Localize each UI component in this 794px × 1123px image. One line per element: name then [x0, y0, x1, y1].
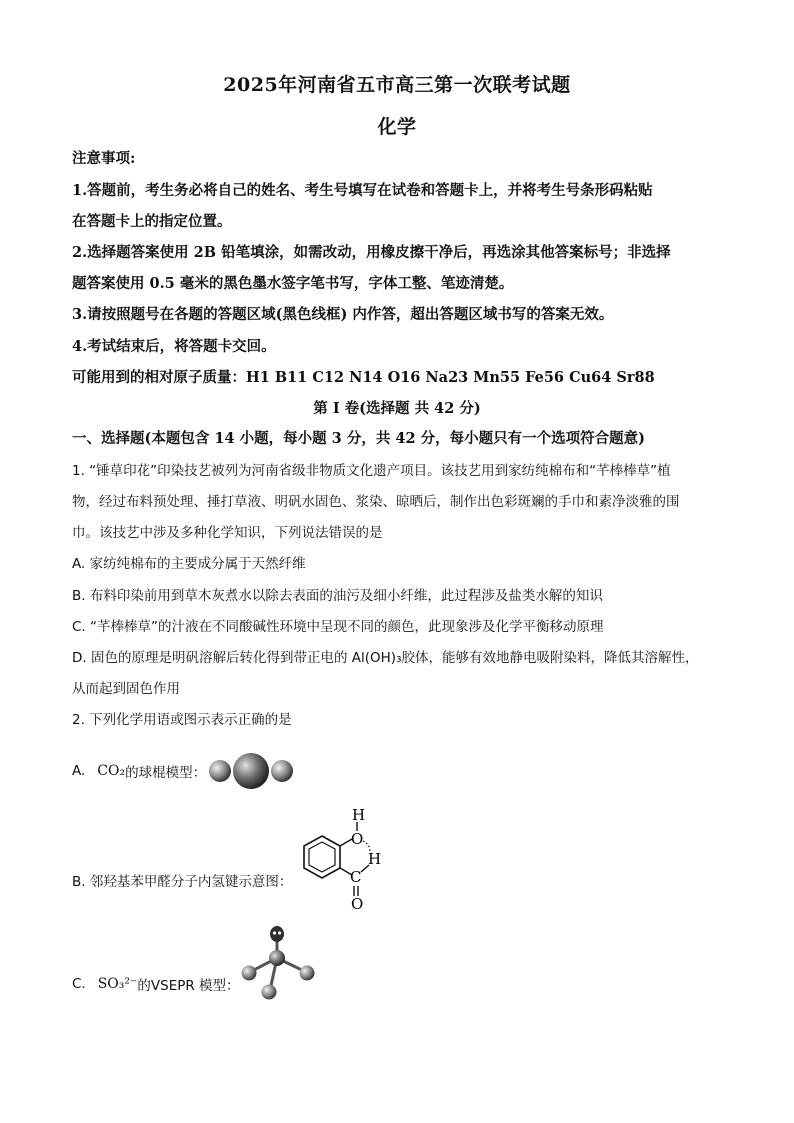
notice-line-6: 4.考试结束后，将答题卡交回。 [72, 338, 276, 355]
lone-pair-dot-left [272, 931, 275, 934]
q1-stem-line-1: 1. “锤草印花”印染技艺被列为河南省级非物质文化遗产项目。该技艺用到家纺纯棉布和“芊棒棒草”植 [72, 463, 671, 479]
aldehyde-hydrogen-label: H [368, 850, 382, 868]
q1-option-a: A. 家纺纯棉布的主要成分属于天然纤维 [72, 556, 306, 572]
sulfur-ball-center [269, 950, 285, 966]
q1-option-d: D. 固色的原理是明矾溶解后转化得到带正电的 Al(OH)₃胶体，能够有效地静电吸附染料，降低其溶解性， [72, 650, 699, 666]
carbonyl-oxygen-label: O [351, 895, 364, 912]
notice-line-2: 在答题卡上的指定位置。 [72, 213, 232, 230]
q1-option-b: B. 布料印染前用到草木灰煮水以除去表面的油污及细小纤维，此过程涉及盐类水解的知识 [72, 588, 603, 604]
oxygen-ball-right [299, 966, 314, 981]
exam-title: 2025年河南省五市高三第一次联考试题 [223, 74, 571, 96]
q2-option-a-formula: CO₂ [97, 763, 126, 779]
q2-option-c [72, 924, 324, 1004]
notice-heading: 注意事项: [72, 150, 136, 167]
q2-option-a-text: 的球棍模型： [125, 765, 207, 781]
co2-ball-model-figure [208, 752, 294, 790]
q2-option-b-text: B. 邻羟基苯甲醛分子内氢键示意图： [72, 874, 293, 890]
bond-carbon-hydrogen [361, 865, 369, 872]
q1-stem-line-3: 巾。该技艺中涉及多种化学知识，下列说法错误的是 [72, 525, 383, 541]
notice-line-5: 3.请按照题号在各题的答题区域(黑色线框) 内作答，超出答题区域书写的答案无效。 [72, 306, 614, 323]
notice-line-4: 题答案使用 0.5 毫米的黑色墨水签字笔书写，字体工整、笔迹清楚。 [72, 275, 514, 292]
vsepr-model-figure [240, 924, 324, 1004]
q2-option-b [72, 808, 402, 912]
hydroxyl-hydrogen-label: H [352, 808, 366, 824]
q2-option-a [72, 752, 294, 790]
hydroxyl-oxygen-label: O [351, 830, 364, 848]
oxygen-ball-left [241, 966, 256, 981]
q1-option-d-cont: 从而起到固色作用 [72, 681, 180, 697]
q2-stem: 2. 下列化学用语或图示表示正确的是 [72, 712, 292, 728]
q1-stem-line-2: 物，经过布料预处理、捶打草液、明矾水固色、浆染、晾晒后，制作出色彩斑斓的手巾和素净淡雅的围 [72, 494, 680, 510]
aldehyde-carbon-label: C [350, 868, 362, 886]
notice-line-1: 1.答题前，考生务必将自己的姓名、考生号填写在试卷和答题卡上，并将考生号条形码粘贴 [72, 182, 653, 199]
notice-line-3: 2.选择题答案使用 2B 铅笔填涂，如需改动，用橡皮擦干净后，再选涂其他答案标号；非选择 [72, 244, 671, 261]
section-instruction: 一、选择题(本题包含 14 小题，每小题 3 分，共 42 分，每小题只有一个选项符合题意) [72, 430, 645, 447]
q2-option-c-formula: SO₃²⁻ [97, 976, 138, 992]
lone-pair-dot-right [277, 931, 280, 934]
q1-option-c: C. “芊棒棒草”的汁液在不同酸碱性环境中呈现不同的颜色，此现象涉及化学平衡移动原理 [72, 619, 604, 635]
subject-title: 化学 [377, 116, 417, 138]
q2-option-c-text: 的VSEPR 模型： [137, 978, 240, 994]
oxygen-atom-right [271, 760, 293, 782]
carbon-atom-center [233, 753, 269, 789]
q2-option-a-label: A. [72, 763, 86, 779]
oxygen-atom-left [209, 760, 231, 782]
q2-option-c-label: C. [72, 976, 86, 992]
lone-pair [270, 926, 284, 942]
section-title: 第 I 卷(选择题 共 42 分) [313, 400, 481, 417]
atomic-masses: 可能用到的相对原子质量：H1 B11 C12 N14 O16 Na23 Mn55 Fe56 Cu64 Sr88 [72, 369, 655, 386]
hydrogen-bond-structure-figure [292, 808, 402, 912]
oxygen-ball-bottom [261, 985, 276, 1000]
benzene-inner-ring [309, 842, 335, 872]
